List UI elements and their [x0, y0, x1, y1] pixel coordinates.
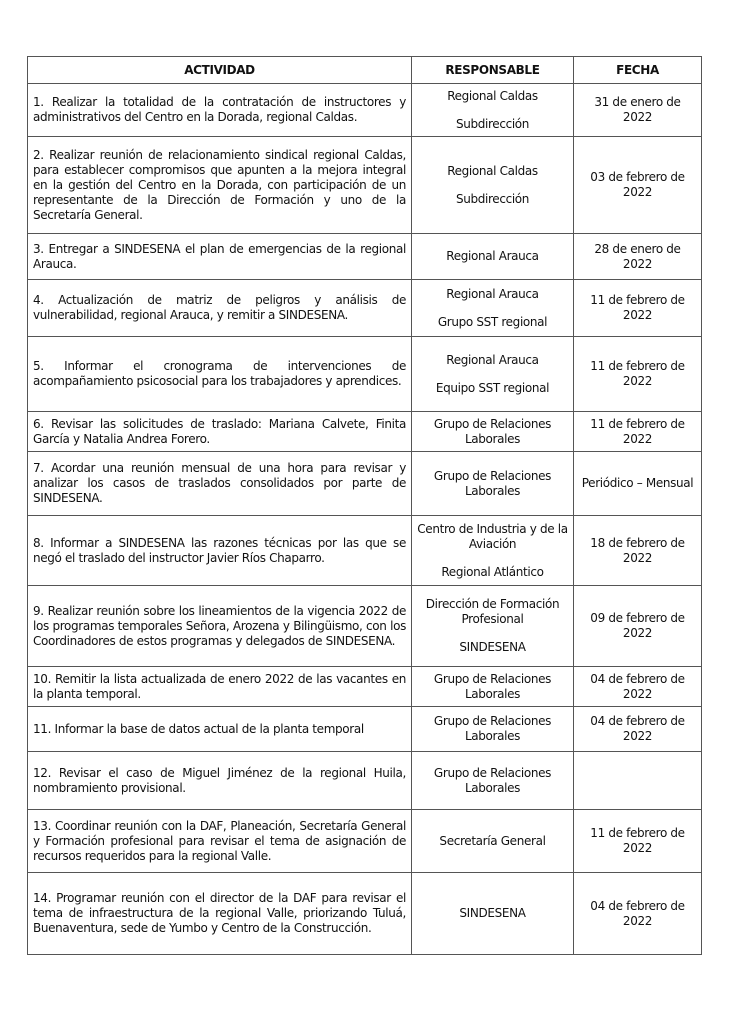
- responsible-entry: Centro de Industria y de la Aviación: [417, 521, 568, 551]
- responsible-cell: [412, 810, 574, 873]
- activity-cell: 4. Actualización de matriz de peligros y análisis de vulnerabilidad, regional Arauca, y remitir a SINDESENA.: [28, 280, 412, 337]
- responsible-entry: SINDESENA: [459, 640, 526, 654]
- responsible-cell: [412, 337, 574, 412]
- responsible-entry: Regional Atlántico: [441, 564, 544, 579]
- date-cell: 04 de febrero de 2022: [574, 707, 702, 752]
- responsible-entry: Grupo de Relaciones Laborales: [433, 671, 552, 701]
- activity-cell: 1. Realizar la totalidad de la contratación de instructores y administrativos del Centro en la Dorada, regional Caldas.: [28, 84, 412, 137]
- responsible-cell: [412, 412, 574, 452]
- table-row: [28, 810, 702, 873]
- responsible-entry: Grupo de Relaciones Laborales: [433, 765, 552, 795]
- table-row: [28, 137, 702, 234]
- responsible-cell: [412, 516, 574, 586]
- responsible-entry: Regional Caldas: [447, 163, 538, 178]
- responsible-cell: [412, 586, 574, 667]
- table-header-row: [28, 57, 702, 84]
- responsible-entry: Regional Arauca: [446, 286, 539, 301]
- responsible-entry: Regional Arauca: [446, 249, 539, 263]
- activity-cell: 11. Informar la base de datos actual de la planta temporal: [28, 707, 412, 752]
- date-cell: 04 de febrero de 2022: [574, 667, 702, 707]
- responsible-cell: [412, 452, 574, 516]
- header-date: FECHA: [574, 57, 702, 84]
- date-cell: 04 de febrero de 2022: [574, 873, 702, 955]
- activity-cell: 10. Remitir la lista actualizada de enero 2022 de las vacantes en la planta temporal.: [28, 667, 412, 707]
- date-cell: 31 de enero de 2022: [574, 84, 702, 137]
- activity-cell: 7. Acordar una reunión mensual de una hora para revisar y analizar los casos de traslados consolidados por parte de SINDESENA.: [28, 452, 412, 516]
- date-cell: 11 de febrero de 2022: [574, 280, 702, 337]
- responsible-entry: Regional Caldas: [447, 88, 538, 103]
- responsible-cell: [412, 667, 574, 707]
- date-cell: Periódico – Mensual: [574, 452, 702, 516]
- responsible-entry: Subdirección: [455, 116, 530, 131]
- activity-cell: 5. Informar el cronograma de intervenciones de acompañamiento psicosocial para los trabajadores y aprendices.: [28, 337, 412, 412]
- table-row: [28, 752, 702, 810]
- activity-cell: 3. Entregar a SINDESENA el plan de emergencias de la regional Arauca.: [28, 234, 412, 280]
- header-activity: ACTIVIDAD: [28, 57, 412, 84]
- table-row: [28, 337, 702, 412]
- date-cell: 28 de enero de 2022: [574, 234, 702, 280]
- responsible-cell: [412, 752, 574, 810]
- responsible-cell: [412, 707, 574, 752]
- activity-cell: 8. Informar a SINDESENA las razones técnicas por las que se negó el traslado del instructor Javier Ríos Chaparro.: [28, 516, 412, 586]
- responsible-entry: Secretaría General: [439, 833, 546, 848]
- responsible-entry: SINDESENA: [459, 906, 526, 920]
- date-cell: 09 de febrero de 2022: [574, 586, 702, 667]
- responsible-cell: [412, 280, 574, 337]
- responsible-cell: [412, 234, 574, 280]
- date-cell: 18 de febrero de 2022: [574, 516, 702, 586]
- activity-cell: 6. Revisar las solicitudes de traslado: Mariana Calvete, Finita García y Natalia Andrea Forero.: [28, 412, 412, 452]
- activity-cell: 2. Realizar reunión de relacionamiento sindical regional Caldas, para establecer compromisos que apunten a la mejora integral en la gestión del Centro en la Dorada, con participación de un representante de la Dirección de Formación y uno de la Secretaría General.: [28, 137, 412, 234]
- table-row: [28, 516, 702, 586]
- table-row: [28, 412, 702, 452]
- activity-cell: 13. Coordinar reunión con la DAF, Planeación, Secretaría General y Formación profesional para revisar el tema de asignación de recursos requeridos para la regional Valle.: [28, 810, 412, 873]
- responsible-cell: [412, 137, 574, 234]
- responsible-entry: Grupo de Relaciones Laborales: [433, 714, 552, 743]
- responsible-entry: Regional Arauca: [446, 352, 539, 367]
- activity-cell: 14. Programar reunión con el director de la DAF para revisar el tema de infraestructura de la regional Valle, priorizando Tuluá, Buenaventura, sede de Yumbo y Centro de la Construcción.: [28, 873, 412, 955]
- table-row: [28, 234, 702, 280]
- date-cell: 11 de febrero de 2022: [574, 337, 702, 412]
- responsible-cell: [412, 84, 574, 137]
- responsible-entry: Grupo de Relaciones Laborales: [433, 416, 552, 446]
- responsible-entry: Dirección de Formación Profesional: [425, 597, 560, 626]
- table-row: [28, 84, 702, 137]
- table-row: [28, 667, 702, 707]
- date-cell: 11 de febrero de 2022: [574, 810, 702, 873]
- table-row: [28, 586, 702, 667]
- table-row: [28, 452, 702, 516]
- responsible-cell: [412, 873, 574, 955]
- table-row: [28, 873, 702, 955]
- responsible-entry: Equipo SST regional: [435, 380, 550, 395]
- responsible-entry: Grupo SST regional: [437, 314, 548, 329]
- table-row: [28, 707, 702, 752]
- date-cell: 11 de febrero de 2022: [574, 412, 702, 452]
- activity-cell: 12. Revisar el caso de Miguel Jiménez de la regional Huila, nombramiento provisional.: [28, 752, 412, 810]
- responsible-entry: Grupo de Relaciones Laborales: [433, 468, 552, 498]
- date-cell: [574, 752, 702, 810]
- date-cell: 03 de febrero de 2022: [574, 137, 702, 234]
- activities-table: [27, 56, 702, 955]
- activity-cell: 9. Realizar reunión sobre los lineamientos de la vigencia 2022 de los programas temporales Señora, Arozena y Bilingüismo, con los Coordinadores de estos programas y delegados de SINDESENA.: [28, 586, 412, 667]
- table-row: [28, 280, 702, 337]
- responsible-entry: Subdirección: [455, 191, 530, 206]
- header-responsible: RESPONSABLE: [412, 57, 574, 84]
